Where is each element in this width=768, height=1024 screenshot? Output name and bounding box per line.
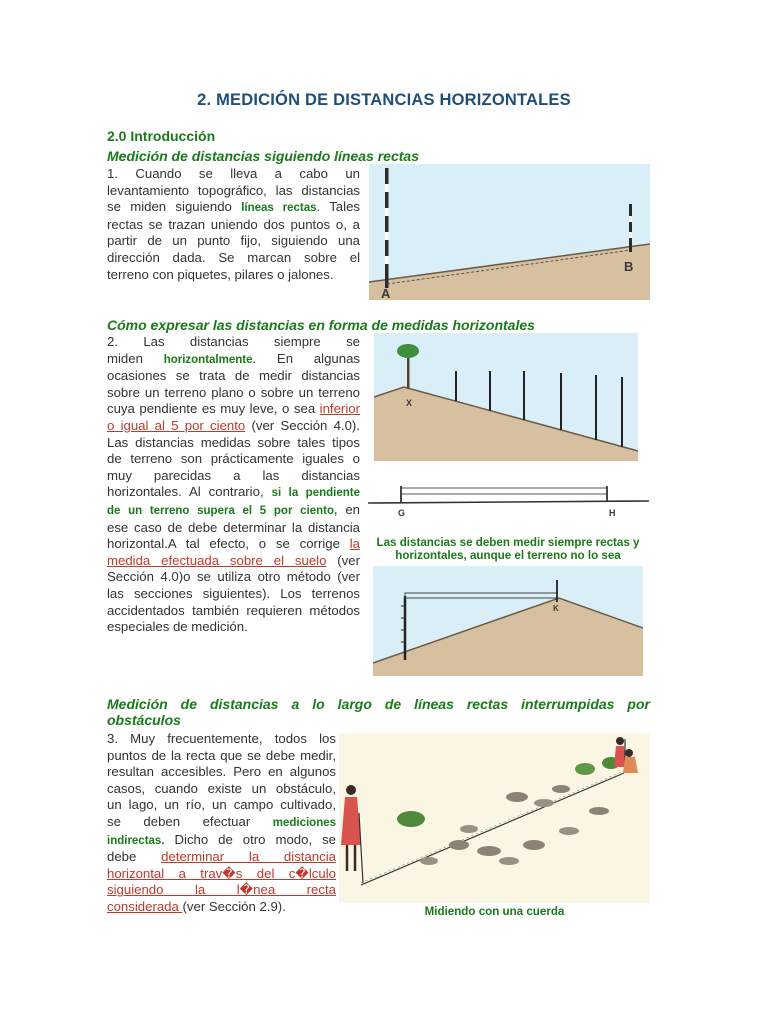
highlight-mediciones: mediciones xyxy=(272,816,337,829)
p2-line: de un terreno supera el 5 por ciento, en xyxy=(107,501,360,517)
link-5-por-ciento[interactable]: o igual al 5 por ciento xyxy=(107,417,246,433)
figure-hill-measure xyxy=(373,566,643,676)
link-horizontal-calculo[interactable]: horizontal a trav�s del c�lculo xyxy=(107,865,336,881)
p1-line: terreno con piquetes, pilares o jalones. xyxy=(107,266,334,282)
p1-line: se miden siguiendo líneas rectas. Tales xyxy=(107,199,360,215)
point-h-label: H xyxy=(609,508,616,518)
link-considerada[interactable]: considerada xyxy=(107,898,183,914)
p2-line: miden horizontalmente. En algunas xyxy=(107,350,360,366)
figure-stakes-a-b xyxy=(369,164,650,300)
p3-line: indirectas. Dicho de otro modo, se xyxy=(107,831,336,847)
p1-line: levantamiento topográfico, las distancias xyxy=(107,182,360,198)
section-heading: 2.0 Introducción xyxy=(107,128,216,144)
p1-line: 1. Cuando se lleva a cabo un xyxy=(107,166,360,181)
caption-line: Las distancias se deben medir siempre rectas y xyxy=(376,536,640,549)
figure-slope-stakes xyxy=(374,333,638,461)
p1-line: partir de un punto fijo, siguiendo una xyxy=(107,233,360,249)
caption-line: horizontales, aunque el terreno no lo sea xyxy=(395,549,621,562)
page-title: 2. MEDICIÓN DE DISTANCIAS HORIZONTALES xyxy=(197,91,571,109)
highlight-pendiente: si la pendiente xyxy=(271,487,360,500)
highlight-lineas-rectas: líneas rectas xyxy=(241,202,317,215)
p2-line: cuya pendiente es muy leve, o sea inferior xyxy=(107,401,360,417)
p3-line: resultan accesibles. Pero en algunos xyxy=(107,764,336,780)
p2-line: horizontales. Al contrario, si la pendiente xyxy=(107,484,360,500)
p2-line: las secciones siguientes). Los terrenos xyxy=(107,585,360,601)
p2-line: de terreno son prácticamente iguales o xyxy=(107,451,360,467)
p2-line: accidentados también requieren métodos xyxy=(107,602,360,618)
p2-line: medida efectuada sobre el suelo (ver xyxy=(107,552,360,568)
link-la[interactable]: la xyxy=(349,536,360,552)
paragraph-2 xyxy=(107,334,360,636)
point-k-label: K xyxy=(553,604,559,613)
p2-line: ese caso de debe determinar la distancia xyxy=(107,519,360,535)
p2-line: 2. Las distancias siempre se xyxy=(107,334,360,349)
figure-flat-measure xyxy=(368,476,649,520)
paragraph-3 xyxy=(107,731,336,916)
p2-line: especiales de medición. xyxy=(107,619,248,635)
p2-line: ocasiones se trata de medir distancias xyxy=(107,368,360,384)
highlight-indirectas: indirectas. xyxy=(107,834,165,847)
link-determinar[interactable]: determinar la distancia xyxy=(161,849,336,865)
link-siguiendo-linea[interactable]: siguiendo la l�nea recta xyxy=(107,882,336,898)
link-inferior[interactable]: inferior xyxy=(319,401,360,417)
p1-line: dirección dada. Se marcan sobre el xyxy=(107,249,360,265)
p2-line: horizontal.A tal efecto, o se corrige la xyxy=(107,536,360,552)
link-medida-suelo[interactable]: medida efectuada sobre el suelo xyxy=(107,552,327,568)
point-x-label: X xyxy=(406,398,413,408)
p2-line: muy parecidas a las distancias xyxy=(107,467,360,483)
paragraph-1 xyxy=(107,166,360,283)
subheading-straight-lines: Medición de distancias siguiendo líneas rectas xyxy=(107,148,419,164)
p3-line: puntos de la recta que se debe medir, xyxy=(107,747,336,763)
p3-line: debe determinar la distancia xyxy=(107,849,336,865)
highlight-supera: de un terreno supera el 5 por ciento, xyxy=(107,504,338,517)
p3-line: un lago, un río, un campo cultivado, xyxy=(107,797,336,813)
p3-line: casos, cuando existe un obstáculo, xyxy=(107,780,336,796)
caption-rope: Midiendo con una cuerda xyxy=(424,905,565,918)
p1-line: rectas se trazan uniendo dos puntos o, a xyxy=(107,216,360,232)
point-g-label: G xyxy=(398,508,406,518)
caption-measure-straight xyxy=(366,536,650,562)
point-b-label: B xyxy=(624,259,634,274)
p3-line: 3. Muy frecuentemente, todos los xyxy=(107,731,336,746)
figure-rope-measure xyxy=(339,733,650,903)
p2-line: Las distancias medidas sobre tales tipos xyxy=(107,434,360,450)
p3-line: se deben efectuar mediciones xyxy=(107,813,337,829)
p2-line: Sección 4.0)o se utiliza otro método (ver xyxy=(107,569,360,585)
p2-line: sobre un terreno plano o sobre un terreno xyxy=(107,384,360,400)
p2-line: o igual al 5 por ciento (ver Sección 4.0). xyxy=(107,417,360,433)
subheading-obstacles: Medición de distancias a lo largo de líneas rectas interrumpidas por obstáculos xyxy=(107,696,650,728)
p3-line: considerada (ver Sección 2.9). xyxy=(107,898,286,914)
point-a-label: A xyxy=(381,286,391,300)
subheading-horizontal-measures: Cómo expresar las distancias en forma de medidas horizontales xyxy=(107,317,535,333)
highlight-horizontalmente: horizontalmente xyxy=(163,353,253,366)
